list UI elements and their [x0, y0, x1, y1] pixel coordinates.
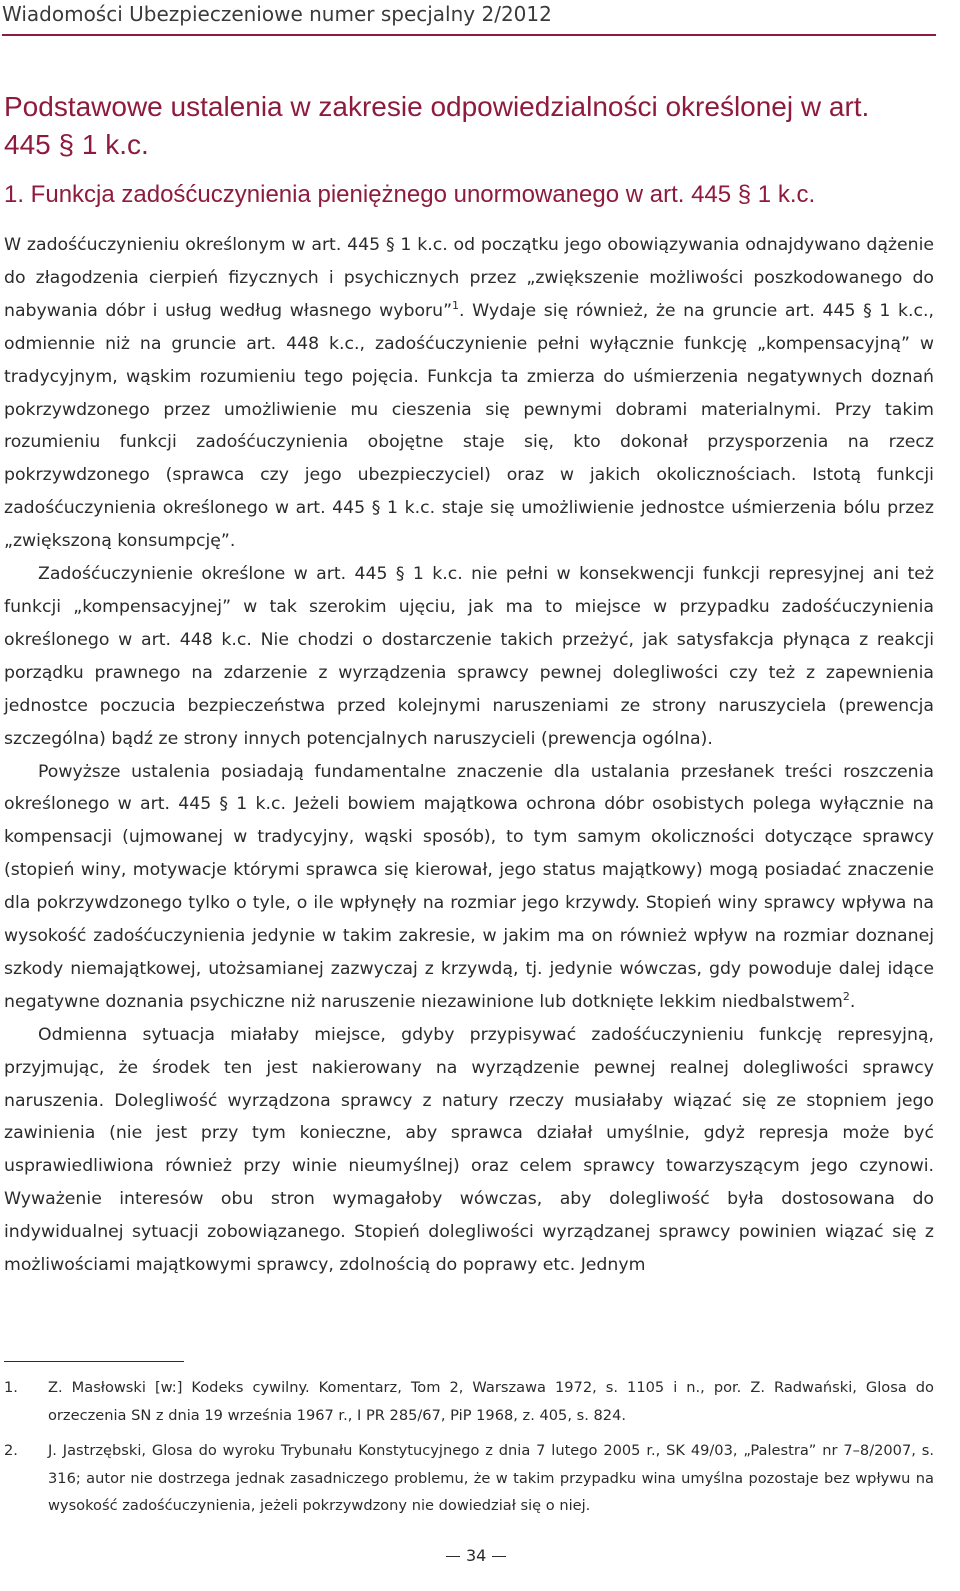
running-header — [2, 0, 936, 36]
page-number — [440, 1546, 500, 1565]
footnote-divider — [4, 1361, 184, 1362]
paragraph-1 — [4, 229, 934, 558]
sub-heading: 1. Funkcja zadośćuczynienia pieniężnego unormowanego w art. 445 § 1 k.c. — [4, 181, 816, 208]
footnote-2 — [4, 1437, 934, 1520]
paragraph-3 — [4, 756, 934, 1019]
footnote-number: 2. — [4, 1442, 18, 1459]
paragraph-3-text-before: Powyższe ustalenia posiadają fundamentalne znaczenie dla ustalania przesłanek treści roszczenia określonego w art. 445 § 1 k.c. Jeżeli bowiem majątkowa ochrona dóbr osobistych polega wyłącznie na kompensacji (ujmowanej w tradycyjny, wąski sposób), to tym samym okoliczności dotyczące sprawcy (stopień winy, motywacje którymi sprawca się kierował, jego status majątkowy) mogą posiadać znaczenie dla pokrzywdzonego tylko o tyle, o ile wpłynęły na rozmiar jego krzywdy. Stopień winy sprawcy wpływa na wysokość zadośćuczynienia jedynie w takim zakresie, w jakim ma on również wpływ na rozmiar doznanej szkody niemajątkowej, utożsamianej zazwyczaj z krzywdą, tj. jedynie wówczas, gdy powoduje dalej idące negatywne doznania psychiczne niż naruszenie niezawinione lub dotknięte lekkim niedbalstwem — [4, 761, 934, 1012]
footnote-ref-1[interactable]: 1 — [452, 299, 460, 313]
paragraph-1-text-after: . Wydaje się również, że na gruncie art. 445 § 1 k.c., odmiennie niż na gruncie art. 448 k.c., zadośćuczynienie pełni wyłącznie funkcję „kompensacyjną” w tradycyjnym, wąskim rozumieniu tego pojęcia. Funkcja ta zmierza do uśmierzenia negatywnych doznań pokrzywdzonego przez umożliwienie mu cieszenia się pewnymi dobrami materialnymi. Przy takim rozumieniu funkcji zadośćuczynienia obojętne staje się, kto dokonał przysporzenia na rzecz pokrzywdzonego (sprawca czy jego ubezpieczyciel) oraz w jakich okolicznościach. Istotą funkcji zadośćuczynienia określonego w art. 445 § 1 k.c. staje się umożliwienie jednostce uśmierzenia bólu przez „zwiększoną konsumpcję”. — [4, 300, 934, 552]
footnote-text: J. Jastrzębski, Glosa do wyroku Trybunału Konstytucyjnego z dnia 7 lutego 2005 r., SK 49/03, „Palestra” nr 7–8/2007, s. 316; autor nie dostrzega jednak zasadniczego problemu, że w takim przypadku wina umyślna pozostaje bez wpływu na wysokość zadośćuczynienia, jeżeli pokrzywdzony nie dowiedział się o niej. — [48, 1442, 934, 1514]
footnote-1 — [4, 1374, 934, 1429]
paragraph-1-text-before: W zadośćuczynieniu określonym w art. 445 § 1 k.c. od początku jego obowiązywania odnajdywano dążenie do złagodzenia cierpień fizycznych i psychicznych przez „zwiększenie możliwości poszkodowanego do nabywania dóbr i usług według własnego wyboru” — [4, 235, 934, 321]
dash-right — [492, 1556, 506, 1557]
page-number-value: 34 — [466, 1546, 487, 1565]
footnote-number: 1. — [4, 1379, 18, 1396]
dash-left — [446, 1556, 460, 1557]
article-body — [4, 229, 934, 1282]
paragraph-3-text-after: . — [849, 991, 856, 1012]
footnote-text: Z. Masłowski [w:] Kodeks cywilny. Komentarz, Tom 2, Warszawa 1972, s. 1105 i n., por. Z. Radwański, Glosa do orzeczenia SN z dnia 19 września 1967 r., I PR 285/67, PiP 1968, z. 405, s. 824. — [48, 1379, 934, 1424]
footnote-ref-2[interactable]: 2 — [842, 990, 850, 1004]
journal-title: Wiadomości Ubezpieczeniowe numer specjalny 2/2012 — [2, 2, 552, 26]
section-title: Podstawowe ustalenia w zakresie odpowiedzialności określonej w art. 445 § 1 k.c. — [4, 91, 870, 160]
footnotes — [4, 1374, 934, 1528]
paragraph-4: Odmienna sytuacja miałaby miejsce, gdyby przypisywać zadośćuczynieniu funkcję represyjną, przyjmując, że środek ten jest nakierowany na wyrządzenie pewnej realnej dolegliwości sprawcy naruszenia. Dolegliwość wyrządzona sprawcy z natury rzeczy musiałaby wiązać się ze stopniem jego zawinienia (nie jest przy tym konieczne, aby sprawca działał umyślnie, gdyż represja może być usprawiedliwiona również przy winie nieumyślnej) oraz celem sprawcy towarzyszącym jego czynowi. Wyważenie interesów obu stron wymagałoby wówczas, aby dolegliwość była dostosowana do indywidualnej sytuacji zobowiązanego. Stopień dolegliwości wyrządzanej sprawcy powinien wiązać się z możliwościami majątkowymi sprawcy, zdolnością do poprawy etc. Jednym — [4, 1024, 934, 1276]
paragraph-2: Zadośćuczynienie określone w art. 445 § 1 k.c. nie pełni w konsekwencji funkcji represyjnej ani też funkcji „kompensacyjnej” w tak szerokim ujęciu, jak ma to miejsce w przypadku zadośćuczynienia określonego w art. 448 k.c. Nie chodzi o dostarczenie takich przeżyć, jak satysfakcja płynąca z reakcji porządku prawnego na zdarzenie z wyrządzenia sprawcy pewnej dolegliwości czy też z zapewnienia jednostce poczucia bezpieczeństwa przed kolejnymi naruszeniami ze strony naruszyciela (prewencja szczególna) bądź ze strony innych potencjalnych naruszycieli (prewencja ogólna). — [4, 564, 934, 749]
